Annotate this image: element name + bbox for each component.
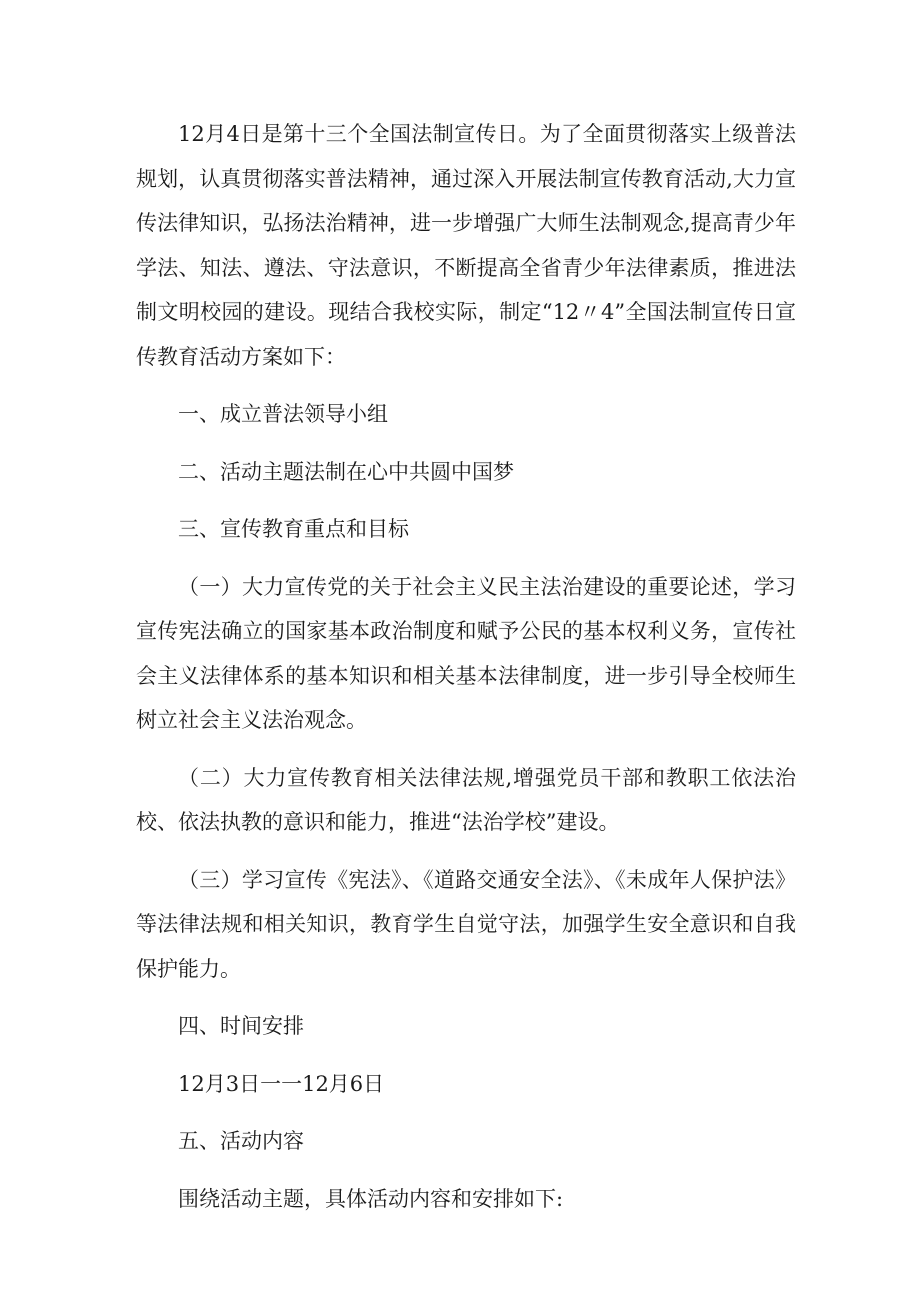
goal-paragraph-3: （三）学习宣传《宪法》、《道路交通安全法》、《未成年人保护法》等法律法规和相关知识，教育学生自觉守法，加强学生安全意识和自我保护能力。 xyxy=(136,867,796,981)
activity-content-intro: 围绕活动主题，具体活动内容和安排如下: xyxy=(178,1186,564,1211)
goal-paragraph-2: （二）大力宣传教育相关法律法规,增强党员干部和教职工依法治校、依法执教的意识和能力，推进“法治学校”建设。 xyxy=(136,765,796,834)
goal-paragraph-1: （一）大力宣传党的关于社会主义民主法治建设的重要论述，学习宣传宪法确立的国家基本政治制度和赋予公民的基本权利义务，宣传社会主义法律体系的基本知识和相关基本法律制度，进一步引导全校师生树立社会主义法治观念。 xyxy=(136,574,796,732)
section-heading-focus-goals: 三、宣传教育重点和目标 xyxy=(178,517,409,541)
section-heading-activity-content: 五、活动内容 xyxy=(178,1129,304,1153)
section-heading-schedule: 四、时间安排 xyxy=(178,1014,304,1038)
document-body xyxy=(136,112,796,1221)
section-heading-leadership-group: 一、成立普法领导小组 xyxy=(178,402,388,426)
schedule-dates: 12月3日一一12月6日 xyxy=(178,1071,385,1096)
intro-paragraph: 12月4日是第十三个全国法制宣传日。为了全面贯彻落实上级普法规划，认真贯彻落实普法精神，通过深入开展法制宣传教育活动,大力宣传法律知识，弘扬法治精神，进一步增强广大师生法制观念,提高青少年学法、知法、遵法、守法意识，不断提高全省青少年法律素质，推进法制文明校园的建设。现结合我校实际，制定“12〃4”全国法制宣传日宣传教育活动方案如下： xyxy=(136,122,796,369)
section-heading-activity-theme: 二、活动主题法制在心中共圆中国梦 xyxy=(178,459,514,484)
